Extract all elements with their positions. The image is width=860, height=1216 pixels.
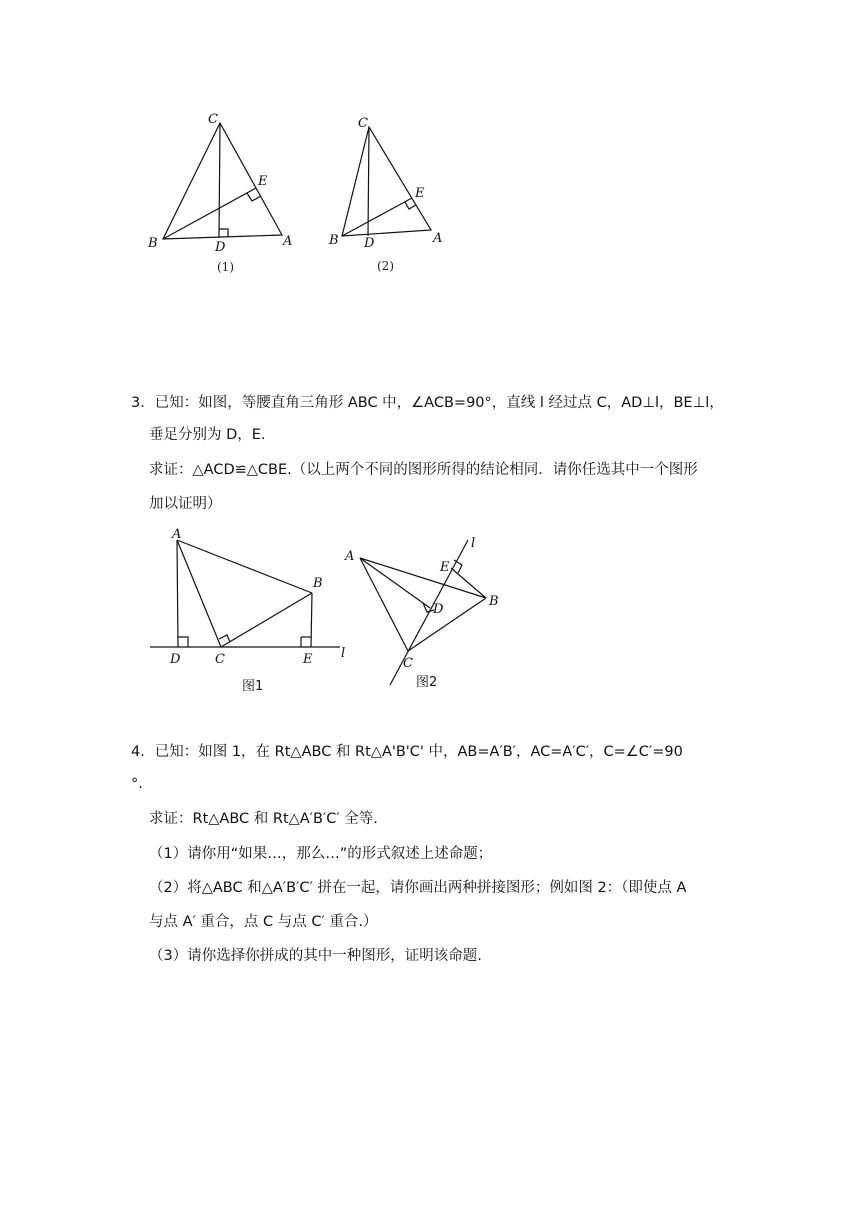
q4-line-4: （1）请你用“如果…，那么…”的形式叙述上述命题； [149, 846, 493, 862]
label-b-fig1: B [313, 576, 323, 591]
label-d-2: D [364, 236, 375, 251]
label-c-1: C [208, 112, 218, 127]
label-a-2: A [433, 231, 443, 246]
label-l-fig1: l [341, 646, 346, 661]
q4-line-6: 与点 A′ 重合，点 C 与点 C′ 重合.） [149, 914, 378, 930]
q3-figure-1 [150, 527, 345, 694]
segment-ab-fig1 [177, 540, 312, 593]
caption-fig1: 图1 [242, 679, 264, 694]
segment-be-fig1 [311, 593, 312, 647]
segment-be-fig2 [451, 568, 486, 598]
segment-ab-fig2 [360, 558, 486, 598]
segment-cb-fig2 [408, 598, 486, 651]
right-angle-d-1 [219, 229, 228, 237]
caption-fig2: 图2 [416, 675, 438, 690]
q3-line-4: 加以证明） [149, 496, 222, 512]
figure-2 [328, 116, 442, 273]
label-e-2: E [415, 186, 425, 201]
q4-line-2: °. [131, 776, 143, 792]
segment-ad-fig2 [360, 558, 430, 608]
label-c-2: C [358, 116, 368, 131]
q4-line-1: 4．已知：如图 1，在 Rt△ABC 和 Rt△A'B'C' 中，AB=A′B′，AC=A′C′，C=∠C′=90 [131, 744, 683, 760]
top-figures-svg [140, 105, 460, 285]
segment-ac-fig1 [177, 540, 221, 647]
caption-2: (2) [377, 259, 394, 273]
label-d-fig2: D [433, 602, 444, 617]
q3-line-2: 垂足分别为 D，E. [149, 427, 266, 443]
label-a-fig2: A [345, 549, 355, 564]
label-e-fig2: E [440, 560, 450, 575]
q3-figure-2 [344, 536, 499, 690]
label-a-1: A [283, 234, 293, 249]
q3-line-3: 求证：△ACD≌△CBE.（以上两个不同的图形所得的结论相同．请你任选其中一个图形 [149, 462, 698, 478]
q4-line-5: （2）将△ABC 和△A′B′C′ 拼在一起，请你画出两种拼接图形；例如图 2：（即使点 A [149, 880, 687, 896]
caption-1: (1) [217, 260, 234, 274]
label-e-1: E [258, 174, 268, 189]
top-figures [140, 105, 460, 285]
label-a-fig1: A [172, 527, 182, 542]
q3-line-1: 3．已知：如图，等腰直角三角形 ABC 中，∠ACB=90°，直线 l 经过点 C，AD⊥l，BE⊥l， [131, 395, 724, 411]
altitude-cd-1 [219, 123, 220, 238]
right-angle-c-fig1 [219, 635, 230, 642]
label-b-1: B [148, 236, 158, 251]
q4-line-3: 求证：Rt△ABC 和 Rt△A′B′C′ 全等. [149, 811, 378, 827]
q3-figures [140, 525, 520, 695]
label-e-fig1: E [303, 652, 313, 667]
label-c-fig2: C [403, 656, 413, 671]
label-b-2: B [329, 233, 339, 248]
q3-figures-svg [140, 525, 520, 695]
triangle-abc-2 [342, 127, 431, 236]
altitude-be-2 [342, 198, 412, 236]
label-d-1: D [215, 240, 226, 255]
label-b-fig2: B [489, 594, 499, 609]
figure-1 [147, 112, 292, 274]
altitude-be-1 [163, 188, 256, 239]
label-l-fig2: l [471, 536, 476, 551]
q4-line-7: （3）请你选择你拼成的其中一种图形，证明该命题. [149, 948, 482, 964]
segment-ad-fig1 [177, 540, 178, 647]
segment-ac-fig2 [360, 558, 408, 651]
segment-cb-fig1 [221, 593, 312, 647]
label-c-fig1: C [215, 652, 225, 667]
right-angle-d-fig1 [178, 637, 188, 647]
altitude-cd-2 [368, 127, 369, 236]
label-d-fig1: D [170, 652, 181, 667]
